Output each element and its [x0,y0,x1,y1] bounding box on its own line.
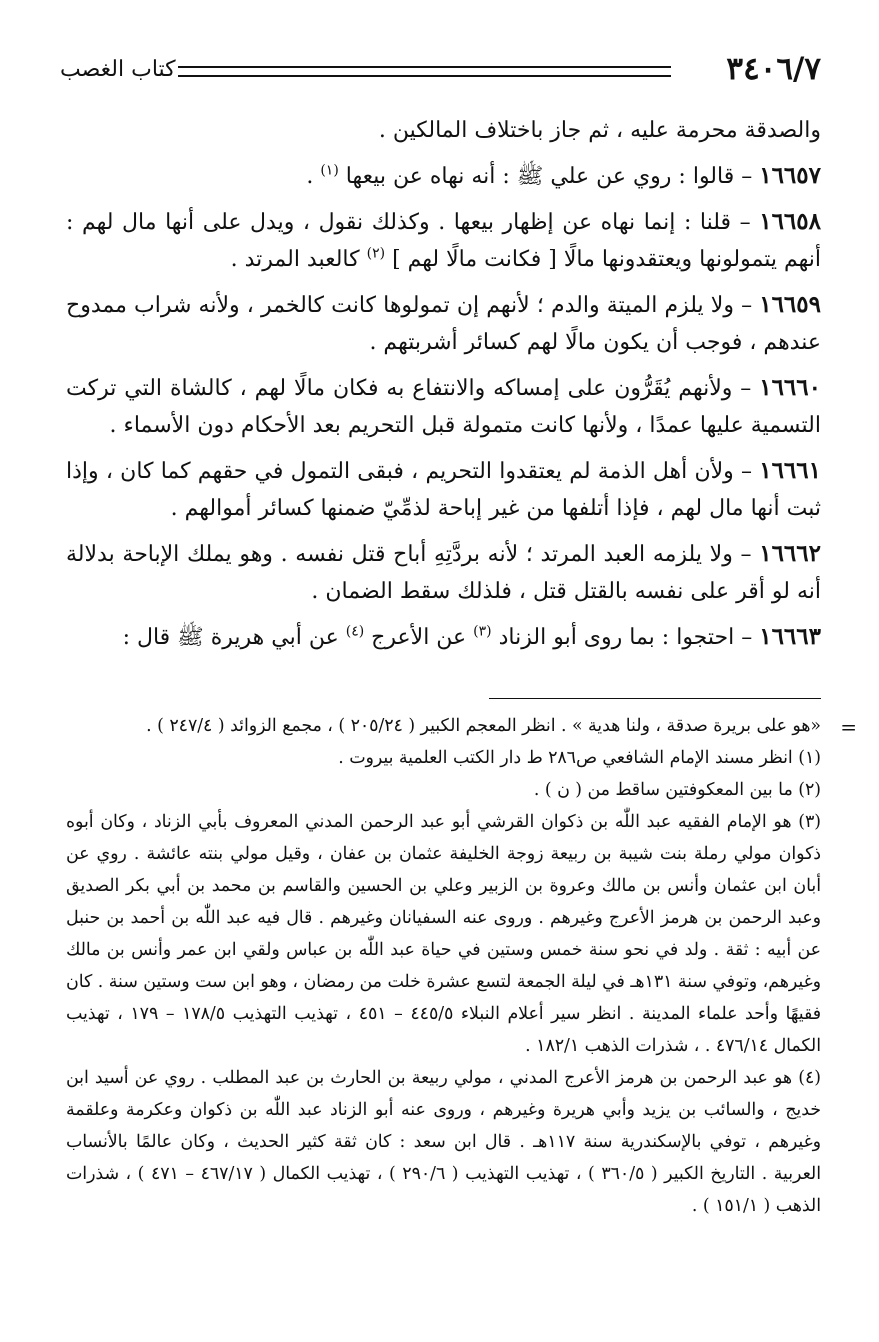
paragraph-number: ١٦٦٥٨ [759,208,821,235]
paragraph-text: – قلنا : إنما نهاه عن إظهار بيعها . وكذلك نقول ، ويدل على أنها مال لهم : أنهم يتمولونها ويعتقدونها مالًا [ فكانت مالًا لهم ] [66,210,821,272]
paragraph-16662 [66,535,821,610]
footnotes [66,710,821,1222]
footnote-ref[interactable]: (٣) [473,623,492,640]
paragraph-text: – قالوا : روي عن علي ﷺ : أنه نهاه عن بيعها [338,164,760,189]
paragraph-number: ١٦٦٦٠ [759,374,821,401]
paragraph-16659 [66,286,821,361]
paragraph-number: ١٦٦٥٧ [759,162,821,189]
running-header [60,52,821,86]
footnote-continued: «هو على بريرة صدقة ، ولنا هدية » . انظر المعجم الكبير ( ٢٠٥/٢٤ ) ، مجمع الزوائد ( ٢٤٧/٤ ) . [146,716,821,736]
paragraph-text: – ولأنهم يُقَرُّون على إمساكه والانتفاع به فكان مالًا لهم ، كالشاة التي تركت التسمية عليها عمدًا ، ولأنها كانت متمولة قبل التحريم بعد الأحكام دون الأسماء . [66,376,821,438]
paragraph-text: عن أبي هريرة ﷺ قال : [122,625,346,650]
footnote-ref[interactable]: (١) [320,162,339,179]
paragraph-text: – ولأن أهل الذمة لم يعتقدوا التحريم ، فبقى التمول في حقهم كما كان ، وإذا ثبت أنها مال لهم ، فإذا أتلفها من غير إباحة لذمِّيّ ضمنها كسائر أموالهم . [66,459,821,521]
footnote-3: (٣) هو الإمام الفقيه عبد اللّٰه بن ذكوان القرشي أبو عبد الرحمن المدني المعروف بأبي الزناد ، وكان أبوه ذكوان مولي رملة بنت شيبة بن ربيعة زوجة الخليفة عثمان بن عفان ، وقيل مولي بنته عائشة . روي عن أبان ابن عثمان وأنس بن مالك وعروة بن الزبير وعلي بن الحسين والقاسم بن محمد بن أبي بكر الصديق وعبد الرحمن بن هرمز الأعرج وغيرهم . وروى عنه السفيانان وغيرهم . قال فيه عبد اللّٰه بن أحمد بن حنبل عن أبيه : ثقة . ولد في نحو سنة خمس وستين في حياة عبد اللّٰه بن عباس ولقي ابن عمر وأنس بن مالك وغيرهم، وتوفي سنة ١٣١هـ في ليلة الجمعة لتسع عشرة خلت من رمضان ، وهو ابن ست وستين سنة . كان فقيهًا وأحد علماء المدينة . انظر سير أعلام النبلاء ٤٤٥/٥ – ٤٥١ ، تهذيب التهذيب ١٧٨/٥ – ١٧٩ ، تهذيب الكمال ٤٧٦/١٤ . ، شذرات الذهب ١٨٢/١ . [66,812,822,1056]
paragraph-16660 [66,369,821,444]
page-number: ٣٤٠٦/٧ [726,51,821,87]
paragraph-continuation [66,112,821,149]
paragraph-16658 [66,203,821,278]
paragraph-text: . [306,164,321,189]
paragraph-text: – ولا يلزم الميتة والدم ؛ لأنهم إن تمولوها كانت كالخمر ، ولأنه شراب ممدوح عندهم ، فوجب أن يكون مالًا لهم كسائر أشربتهم . [66,293,821,355]
paragraph-number: ١٦٦٥٩ [759,291,821,318]
paragraph-text: كالعبد المرتد . [230,247,367,272]
footnote-2: (٢) ما بين المعكوفتين ساقط من ( ن ) . [533,780,821,800]
paragraph-16661 [66,452,821,527]
footnote-separator [489,698,821,699]
footnote-continuation-mark: = [840,715,857,739]
paragraph-16663 [66,618,821,656]
paragraph-text: – ولا يلزمه العبد المرتد ؛ لأنه بردَّتِهِ أباح قتل نفسه . وهو يملك الإباحة بدلالة أنه لو أقر على نفسه بالقتل قتل ، فلذلك سقط الضمان . [66,542,821,604]
footnote-1: (١) انظر مسند الإمام الشافعي ص٢٨٦ ط دار الكتب العلمية بيروت . [338,748,821,768]
paragraph-number: ١٦٦٦١ [759,457,821,484]
book-title: كتاب الغصب [60,57,176,82]
paragraph-text: عن الأعرج [364,625,474,650]
main-text [66,112,821,664]
paragraph-text: – احتجوا : بما روى أبو الزناد [491,625,760,650]
paragraph-text: والصدقة محرمة عليه ، ثم جاز باختلاف المالكين . [378,118,821,143]
paragraph-number: ١٦٦٦٢ [759,540,821,567]
footnote-4: (٤) هو عبد الرحمن بن هرمز الأعرج المدني ، مولي ربيعة بن الحارث بن عبد المطلب . روي عن أسيد ابن خديج ، والسائب بن يزيد وأبي هريرة وغيرهم ، وروى عنه أبو الزناد عبد اللّٰه بن ذكوان وعكرمة وعلقمة وغيرهم ، توفي بالإسكندرية سنة ١١٧هـ . قال ابن سعد : كان ثقة كثير الحديث ، وكان عالمًا بالأنساب العربية . التاريخ الكبير ( ٣٦٠/٥ ) ، تهذيب التهذيب ( ٢٩٠/٦ ) ، تهذيب الكمال ( ٤٦٧/١٧ – ٤٧١ ) ، شذرات الذهب ( ١٥١/١ ) . [66,1068,822,1216]
footnote-ref[interactable]: (٢) [366,245,386,262]
paragraph-number: ١٦٦٦٣ [759,623,821,650]
paragraph-16657 [66,157,821,195]
header-double-rule [178,66,671,77]
footnote-ref[interactable]: (٤) [345,623,365,640]
